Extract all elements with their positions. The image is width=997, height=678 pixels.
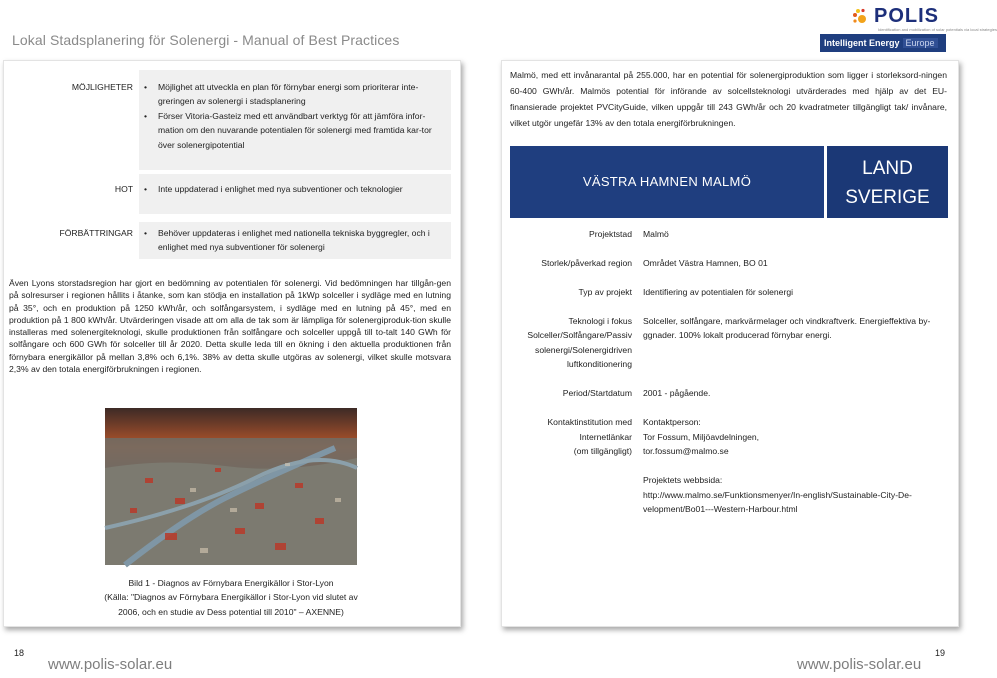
logo-text: POLIS bbox=[874, 5, 940, 27]
badge-europe: Europe bbox=[903, 38, 938, 48]
label-technology-1: Teknologi i fokus bbox=[568, 316, 632, 326]
project-banner bbox=[510, 146, 824, 218]
value-contact-2: Tor Fossum, Miljöavdelningen, bbox=[643, 432, 760, 442]
website-link-2[interactable]: velopment/Bo01---Western-Harbour.html bbox=[643, 504, 798, 514]
country-name: SVERIGE bbox=[845, 187, 930, 208]
logo-tagline: Identification and mobilization of solar potentials via local strategies bbox=[878, 27, 997, 32]
lyon-paragraph: Även Lyons storstadsregion har gjort en bedömning av potentialen för solenergi. Vid bedömningen har tillgån-gen på solresurser i regionen hållits i åtanke, som kan stödja en installation på 1kWp solceller i sydläge med en lutning på 35°, och en produktion på 1250 kWh/år, och solfångarsystem, i sydläge med en lutning på 45°, med en produktion på 1 800 kWh/år. Utvärderingen visade att om alla de tak som är lämpliga för solenergiproduk-tion skulle installeras med solenergiteknologi, skulle produktionen från solfångare och solceller uppgå till to-talt 140 GWh för solfångare och 600 GWh för solceller till år 2020. Detta skulle leda till en ökning i den aktuella produktionen från förnybara energikällor på mellan 3,8% och 6,1%. 38% av detta skulle utgöras av solenergi, vilket skulle motsvara 2,3% av den totala energiförbrukningen i regionen. bbox=[9, 278, 451, 375]
aerial-city-illustration bbox=[105, 408, 357, 565]
label-technology-3: solenergi/Solenergidriven bbox=[535, 345, 632, 355]
bullet: • bbox=[144, 228, 148, 238]
footer-url-right[interactable]: www.polis-solar.eu bbox=[797, 656, 922, 673]
bullet: • bbox=[144, 184, 148, 194]
value-contact-1: Kontaktperson: bbox=[643, 417, 701, 427]
intelligent-energy-badge bbox=[820, 34, 946, 52]
label-contact-2: Internetlänkar bbox=[579, 432, 632, 442]
malmo-intro-paragraph: Malmö, med ett invånarantal på 255.000, har en potential för solenergiproduktion som ligger i storleksord-ningen 60-400 GWh/år. Malmös potential för införande av solcellsteknologi utvärderades med hjälp av det EU-finansierade projektet PVCityGuide, vilken uppgår till 243 GWh/år och 20 kvadratmeter tillgängligt tak/ invånare, vilket utgör ungefär 13% av den totala energiförbrukningen. bbox=[510, 70, 947, 129]
badge-main: Intelligent Energy bbox=[824, 38, 900, 48]
label-technology-2: Solceller/Solfångare/Passiv bbox=[527, 330, 632, 340]
label-region: Storlek/påverkad region bbox=[541, 258, 632, 268]
website-link-1[interactable]: http://www.malmo.se/Funktionsmenyer/In-english/Sustainable-City-De- bbox=[643, 490, 912, 500]
contact-email-link[interactable]: tor.fossum@malmo.se bbox=[643, 446, 729, 456]
label-project-city: Projektstad bbox=[589, 229, 632, 239]
label-project-type: Typ av projekt bbox=[578, 287, 632, 297]
swot-opportunity-1: Möjlighet att utveckla en plan för förnybar energi som prioriterar inte-greringen av solenergi i stadsplanering bbox=[158, 82, 419, 107]
footer-url-left[interactable]: www.polis-solar.eu bbox=[48, 656, 173, 673]
value-technology-2: ggnader. 100% lokalt producerad förnybar energi. bbox=[643, 330, 832, 340]
page-number-right: 19 bbox=[935, 648, 946, 658]
label-contact-3: (om tillgängligt) bbox=[573, 446, 632, 456]
swot-opportunity-2: Förser Vitoria-Gasteiz med ett användbart verktyg för att jämföra infor-mation om den nuvarande potentialen för solenergi med framtida kar-tor över solenergipotential bbox=[158, 111, 432, 150]
country-heading: LAND bbox=[862, 158, 913, 179]
banner-title: VÄSTRA HAMNEN MALMÖ bbox=[582, 174, 752, 189]
document-title: Lokal Stadsplanering för Solenergi - Manual of Best Practices bbox=[12, 32, 400, 48]
swot-threat-1: Inte uppdaterad i enlighet med nya subventioner och teknologier bbox=[158, 184, 403, 194]
value-region: Området Västra Hamnen, BO 01 bbox=[643, 258, 768, 268]
value-project-type: Identifiering av potentialen för solenergi bbox=[643, 287, 794, 297]
page-number-left: 18 bbox=[14, 648, 25, 658]
label-contact-1: Kontaktinstitution med bbox=[547, 417, 632, 427]
lyon-aerial-image bbox=[105, 408, 357, 565]
swot-improvement-1: Behöver uppdateras i enlighet med nationella tekniska byggregler, och i enlighet med nya subventioner för solenergi bbox=[158, 228, 430, 253]
label-website: Projektets webbsida: bbox=[643, 475, 723, 485]
value-project-city: Malmö bbox=[643, 229, 669, 239]
value-period: 2001 - pågående. bbox=[643, 388, 711, 398]
country-banner bbox=[827, 146, 948, 218]
caption-line-1: Bild 1 - Diagnos av Förnybara Energikällor i Stor-Lyon bbox=[128, 578, 334, 588]
bullet: • bbox=[144, 82, 148, 92]
polis-logo bbox=[850, 5, 997, 32]
caption-line-3: 2006, och en studie av Dess potential till 2010" – AXENNE) bbox=[118, 606, 344, 617]
swot-label-threats: HOT bbox=[114, 184, 133, 194]
label-technology-4: luftkonditionering bbox=[567, 359, 632, 369]
swot-label-opportunities: MÖJLIGHETER bbox=[71, 82, 133, 92]
swot-label-improvements: FÖRBÄTTRINGAR bbox=[59, 228, 133, 238]
image-caption bbox=[90, 576, 372, 619]
value-technology-1: Solceller, solfångare, markvärmelager och vindkraftverk. Energieffektiva by- bbox=[643, 316, 931, 326]
label-period: Period/Startdatum bbox=[562, 388, 632, 398]
sun-icon bbox=[852, 9, 872, 29]
caption-line-2: (Källa: "Diagnos av Förnybara Energikällor i Stor-Lyon vid slutet av bbox=[104, 592, 358, 603]
bullet: • bbox=[144, 111, 148, 121]
